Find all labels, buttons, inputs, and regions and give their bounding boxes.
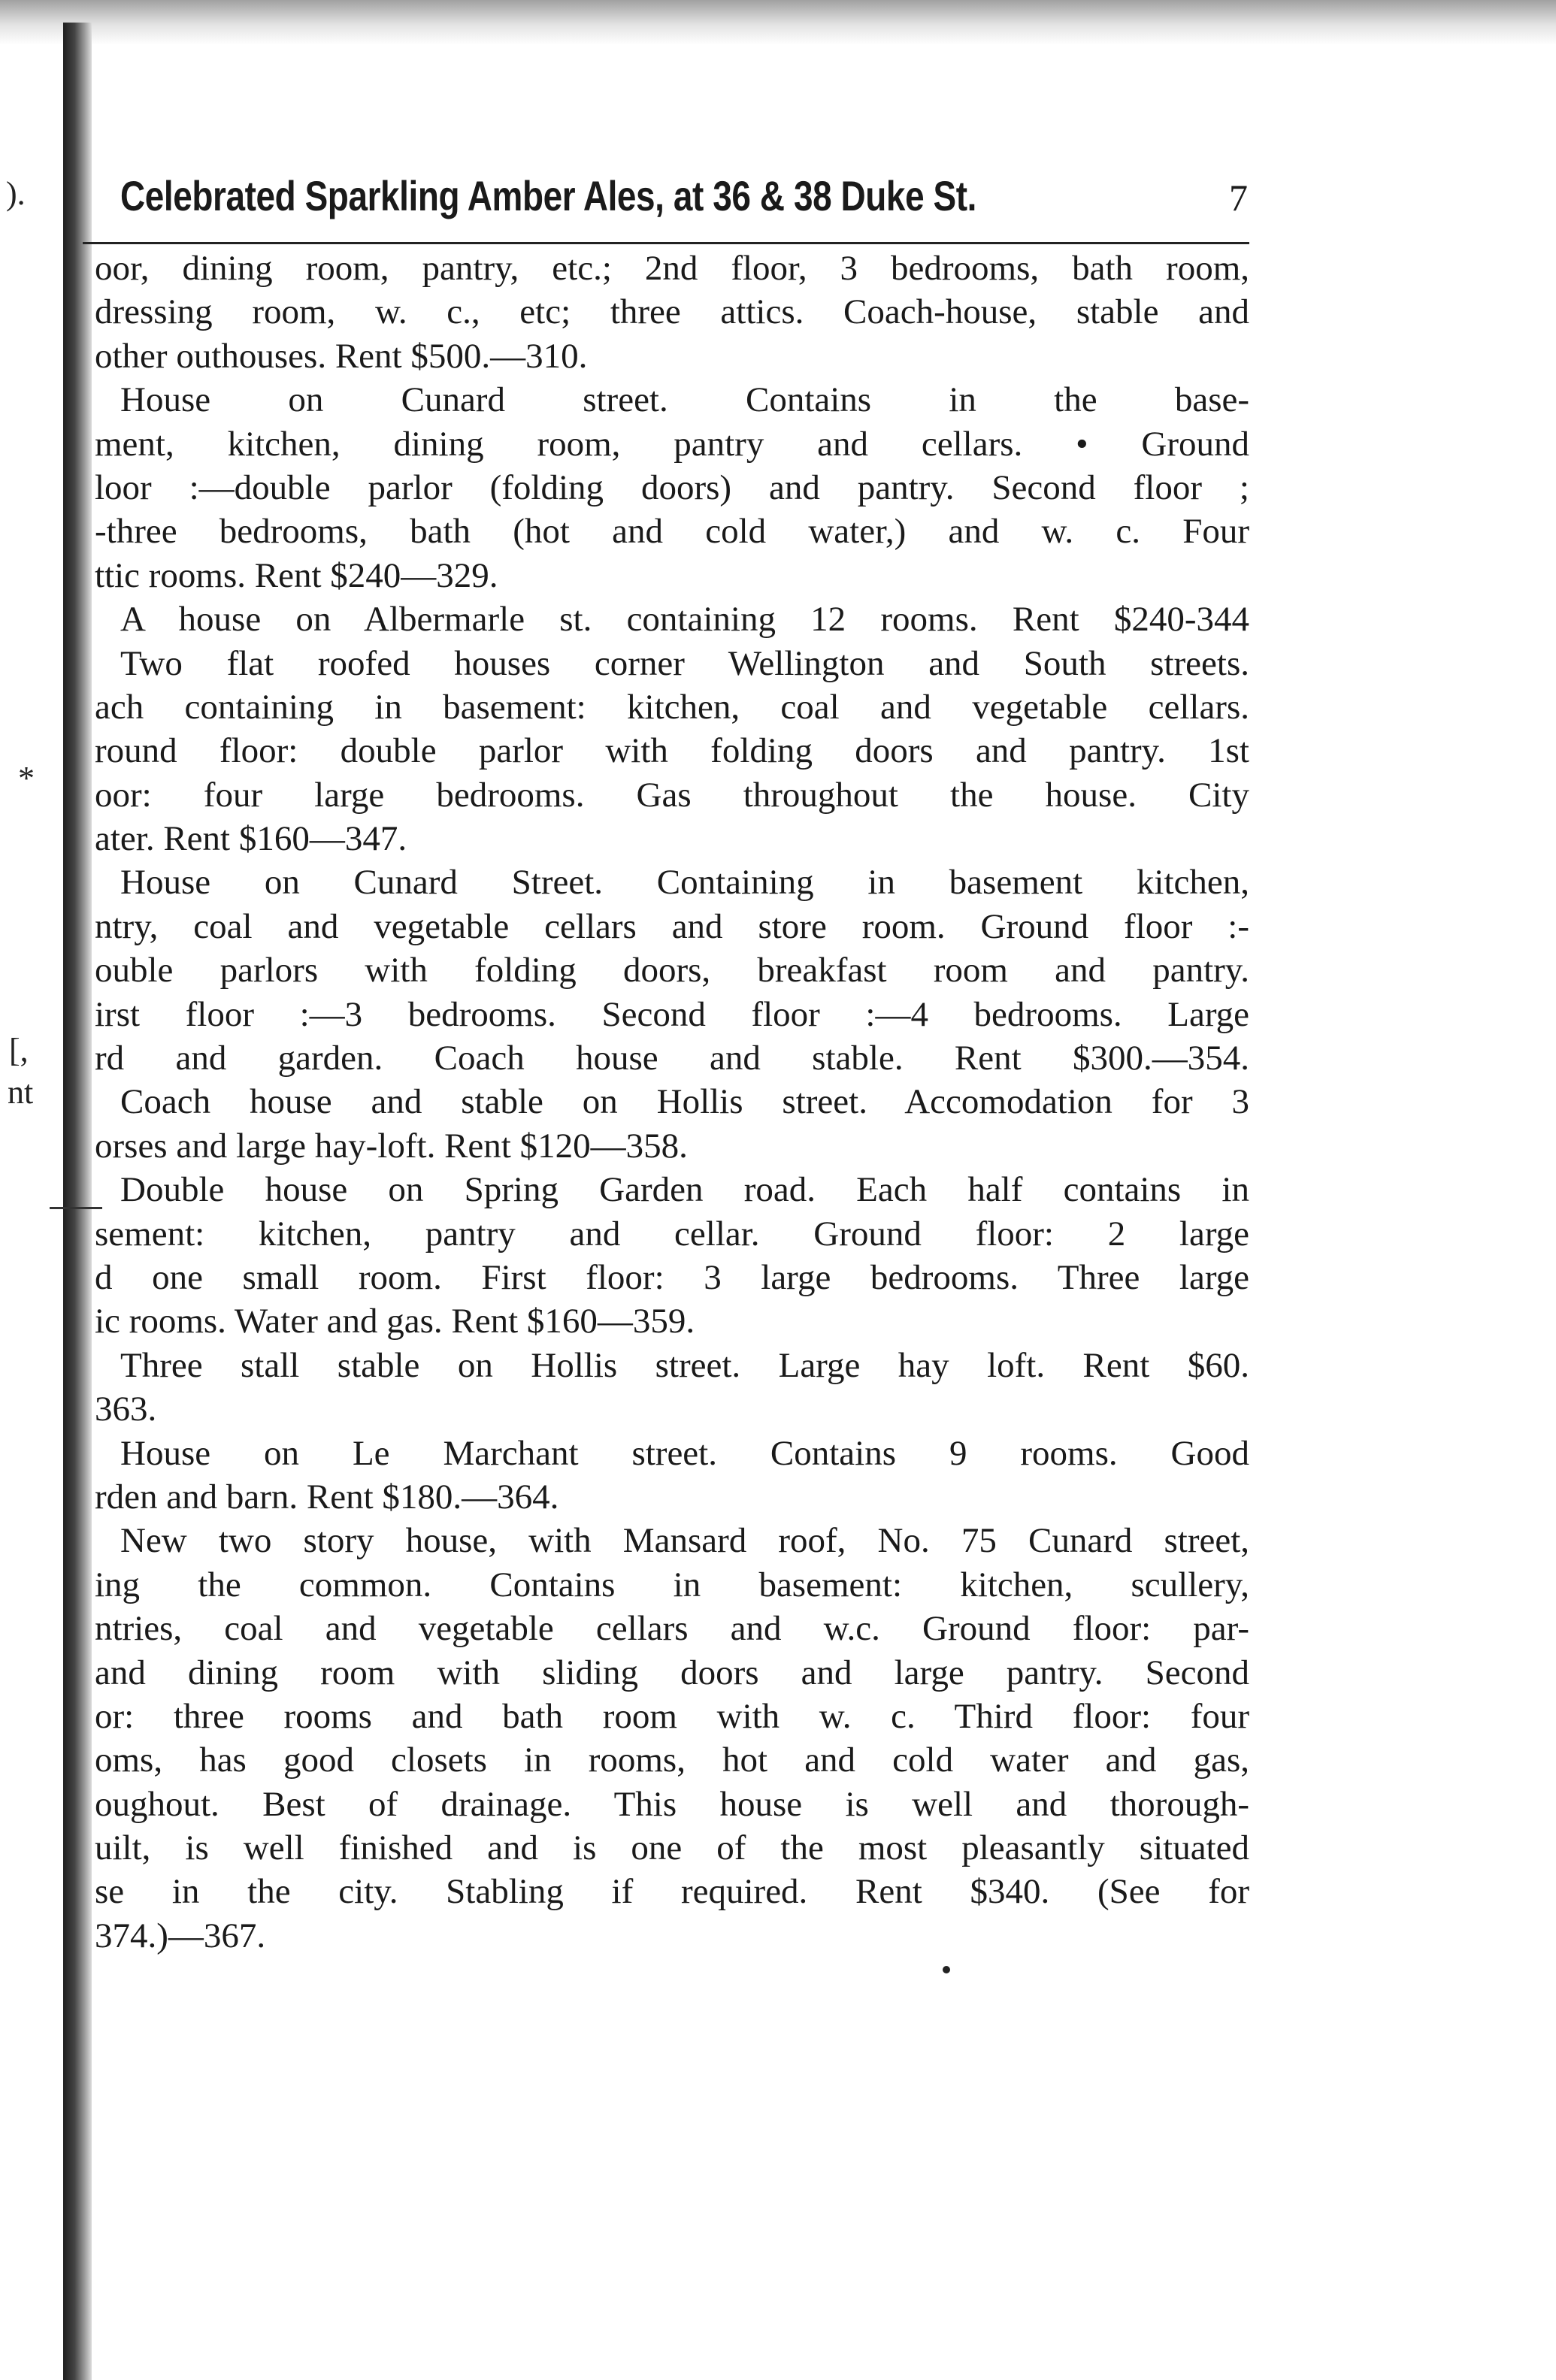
text-line: ttic rooms. Rent $240—329. [95,555,498,595]
text-line: House on Cunard Street. Containing in basement kitchen, [120,863,1249,903]
text-line: other outhouses. Rent $500.—310. [95,336,588,376]
gutter-mark-3: [, [9,1032,29,1069]
page-number: 7 [1229,177,1248,219]
text-line: round floor: double parlor with folding doors and pantry. 1st [95,731,1249,771]
text-line: oor, dining room, pantry, etc.; 2nd floor, 3 bedrooms, bath room, [95,249,1249,288]
text-line: Three stall stable on Hollis street. Large hay loft. Rent $60. [120,1345,1249,1385]
text-line: -three bedrooms, bath (hot and cold water,) and w. c. Four [95,512,1249,552]
running-header [120,171,1248,231]
print-dot [943,1966,950,1973]
text-line: Two flat roofed houses corner Wellington and South streets. [120,643,1249,683]
text-line: ic rooms. Water and gas. Rent $160—359. [95,1302,695,1341]
text-line: oughout. Best of drainage. This house is well and thorough- [95,1784,1249,1824]
text-line: ntries, coal and vegetable cellars and w.c. Ground floor: par- [95,1609,1249,1649]
text-line: A house on Albermarle st. containing 12 rooms. Rent $240-344 [120,600,1249,640]
text-line: oor: four large bedrooms. Gas throughout the house. City [95,775,1249,815]
text-line: ing the common. Contains in basement: kitchen, scullery, [95,1565,1249,1604]
text-line: uilt, is well finished and is one of the most pleasantly situated [95,1828,1249,1868]
text-line: sement: kitchen, pantry and cellar. Ground floor: 2 large [95,1214,1249,1254]
text-line: 363. [95,1390,157,1429]
listing-text [95,246,1249,1958]
page-top-edge [0,0,1556,45]
gutter-mark-1: ). [6,175,26,212]
text-line: 374.)—367. [95,1916,266,1955]
text-line: New two story house, with Mansard roof, No. 75 Cunard street, [120,1521,1249,1561]
header-title: Celebrated Sparkling Amber Ales, at 36 & 38 Duke St. [120,172,976,219]
text-line: Coach house and stable on Hollis street. Accomodation for 3 [120,1082,1249,1122]
text-line: se in the city. Stabling if required. Rent $340. (See for [95,1872,1249,1912]
gutter-mark-2: * [18,760,35,797]
text-line: loor :—double parlor (folding doors) and pantry. Second floor ; [95,467,1249,507]
text-line: dressing room, w. c., etc; three attics. Coach-house, stable and [95,292,1249,332]
binding-gutter [63,23,92,2380]
text-line: rd and garden. Coach house and stable. Rent $300.—354. [95,1039,1249,1078]
text-line: ater. Rent $160—347. [95,819,407,859]
text-line: irst floor :—3 bedrooms. Second floor :—4 bedrooms. Large [95,994,1249,1034]
text-line: d one small room. First floor: 3 large bedrooms. Three large [95,1257,1249,1297]
text-line: oms, has good closets in rooms, hot and cold water and gas, [95,1740,1249,1780]
text-line: House on Le Marchant street. Contains 9 rooms. Good [120,1433,1249,1473]
header-rule [83,242,1249,244]
gutter-mark-4: nt [8,1074,34,1111]
text-line: ment, kitchen, dining room, pantry and cellars. • Ground [95,424,1249,464]
text-line: or: three rooms and bath room with w. c. Third floor: four [95,1696,1249,1736]
text-line: rden and barn. Rent $180.—364. [95,1477,559,1517]
text-line: ouble parlors with folding doors, breakfast room and pantry. [95,951,1249,990]
text-line: Double house on Spring Garden road. Each half contains in [120,1170,1249,1210]
text-line: ach containing in basement: kitchen, coal and vegetable cellars. [95,687,1249,727]
text-line: ntry, coal and vegetable cellars and store room. Ground floor :- [95,906,1249,946]
text-line: House on Cunard street. Contains in the base- [120,380,1249,420]
text-line: orses and large hay-loft. Rent $120—358. [95,1126,688,1166]
text-line: and dining room with sliding doors and large pantry. Second [95,1653,1249,1692]
